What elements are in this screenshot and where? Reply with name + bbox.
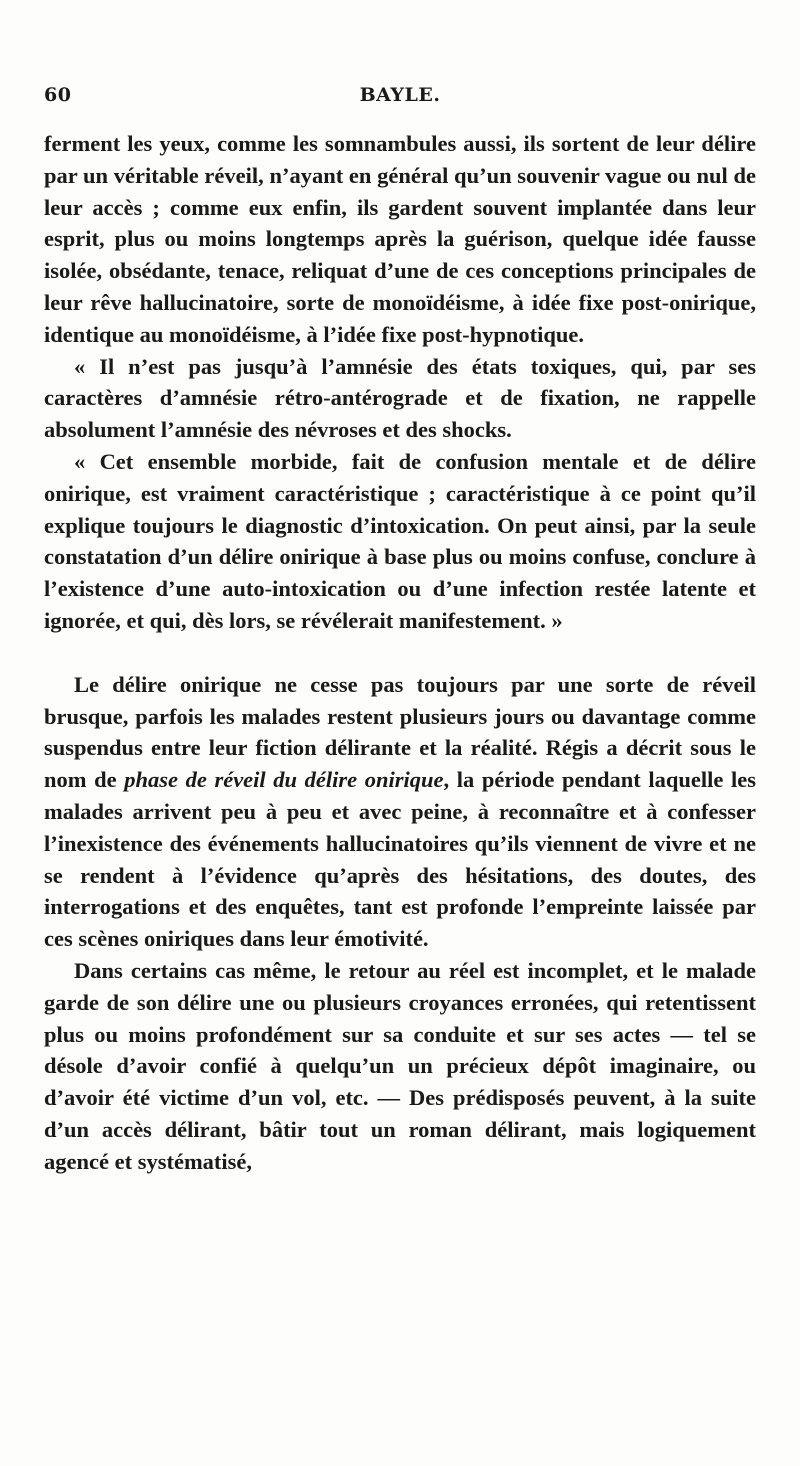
body-text <box>44 128 756 1178</box>
paragraph-awakening-text-end: , la période pendant laquelle les malades arrivent peu à peu et avec peine, à reconnaître et à confesser l’inexistence des événements hallucinatoires qu’ils viennent de vivre et ne se rendent à l’évidence qu’après des hésitations, des doutes, des interrogations et des enquêtes, tant est profonde l’empreinte laissée par ces scènes oniriques dans leur émotivité. <box>44 767 756 952</box>
running-head <box>44 84 756 116</box>
paragraph-continuation: ferment les yeux, comme les somnambules aussi, ils sortent de leur délire par un véritable réveil, n’ayant en général qu’un souvenir vague ou nul de leur accès ; comme eux enfin, ils gardent souvent implantée dans leur esprit, plus ou moins longtemps après la guérison, quelque idée fausse isolée, obsédante, tenace, reliquat d’une de ces conceptions principales de leur rêve hallucinatoire, sorte de monoïdéisme, à idée fixe post-onirique, identique au monoïdéisme, à l’idée fixe post-hypnotique. <box>44 131 756 347</box>
page-number: 60 <box>44 84 72 106</box>
running-title: BAYLE. <box>359 84 441 106</box>
emphasized-term: phase de réveil du délire onirique <box>124 767 444 793</box>
paragraph-quote-diagnosis: « Cet ensemble morbide, fait de confusion mentale et de délire onirique, est vraiment caractéristique ; caractéristique à ce point qu’il explique toujours le diagnostic d’intoxication. On peut ainsi, par la seule constatation d’un délire onirique à base plus ou moins confuse, conclure à l’existence d’une auto-intoxication ou d’une infection restée latente et ignorée, et qui, dès lors, se révélerait manifestement. » <box>44 448 756 633</box>
paragraph-awakening-text-start: Le délire onirique ne cesse pas toujours par une sorte de réveil brusque, parfois les malades restent plusieurs jours ou davantage comme suspendus entre leur fiction délirante et la réalité. Régis a décrit sous le nom de <box>44 671 756 793</box>
paragraph-quote-amnesia: « Il n’est pas jusqu’à l’amnésie des états toxiques, qui, par ses caractères d’amnésie rétro-antérograde et de fixation, ne rappelle absolument l’amnésie des névroses et des shocks. <box>44 353 756 443</box>
paragraph-incomplete-return: Dans certains cas même, le retour au réel est incomplet, et le malade garde de son délire une ou plusieurs croyances erronées, qui retentissent plus ou moins profondément sur sa conduite et sur ses actes — tel se désole d’avoir confié à quelqu’un un précieux dépôt imaginaire, ou d’avoir été victime d’un vol, etc. — Des prédisposés peuvent, à la suite d’un accès délirant, bâtir tout un roman délirant, mais logiquement agencé et systématisé, <box>44 957 756 1174</box>
paragraph-awakening-phase <box>44 669 756 955</box>
